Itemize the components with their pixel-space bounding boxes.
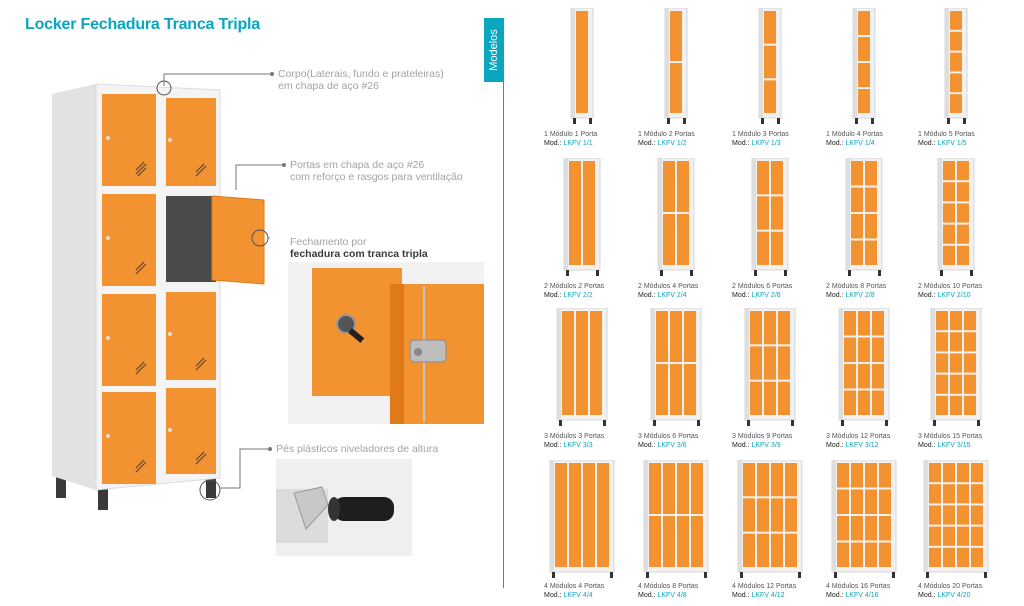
model-caption (544, 582, 604, 600)
model-name: 2 Módulos 4 Portas (638, 283, 699, 290)
model-locker-image (922, 460, 992, 578)
model-locker-image (851, 8, 879, 124)
model-item (630, 8, 724, 124)
model-item (910, 158, 1004, 276)
model-caption (638, 432, 698, 450)
model-name: 1 Módulo 2 Portas (638, 131, 695, 138)
model-code-line (638, 591, 698, 600)
model-code-line (638, 291, 698, 300)
model-code-line (918, 139, 975, 148)
model-code-line (544, 139, 597, 148)
model-code-label: Mod.: (826, 442, 844, 449)
feet-callout: Pés plásticos niveladores de altura (276, 443, 439, 455)
model-code-line (826, 139, 883, 148)
model-code-label: Mod.: (826, 592, 844, 599)
model-code: LKFV 3/6 (657, 442, 687, 449)
model-caption (918, 432, 982, 450)
model-code-line (544, 291, 604, 300)
model-name: 4 Módulos 4 Portas (544, 583, 605, 590)
model-code-line (544, 591, 604, 600)
model-caption (732, 282, 792, 300)
model-locker-image (656, 158, 698, 276)
model-code: LKFV 2/6 (751, 292, 781, 299)
model-name: 1 Módulo 5 Portas (918, 131, 975, 138)
model-code-line (638, 139, 695, 148)
model-locker-image (757, 8, 785, 124)
model-code-label: Mod.: (826, 140, 844, 147)
model-code: LKFV 1/3 (751, 140, 781, 147)
model-code: LKFV 1/4 (845, 140, 875, 147)
model-code-line (732, 139, 789, 148)
model-locker-image (555, 308, 611, 426)
model-code-line (826, 291, 886, 300)
model-item (818, 308, 912, 426)
model-code-label: Mod.: (544, 592, 562, 599)
model-code: LKFV 1/2 (657, 140, 687, 147)
model-code-label: Mod.: (918, 292, 936, 299)
model-name: 4 Módulos 12 Portas (732, 583, 797, 590)
models-side-tab: Modelos (484, 18, 504, 82)
model-locker-image (929, 308, 985, 426)
model-code: LKFV 4/4 (563, 592, 593, 599)
model-item (630, 308, 724, 426)
model-code-line (638, 441, 698, 450)
model-locker-image (943, 8, 971, 124)
model-item (818, 8, 912, 124)
model-name: 3 Módulos 15 Portas (918, 433, 983, 440)
section-divider (503, 20, 504, 588)
model-code-label: Mod.: (638, 292, 656, 299)
model-code-label: Mod.: (732, 140, 750, 147)
model-caption (732, 432, 792, 450)
model-code-label: Mod.: (638, 442, 656, 449)
model-locker-image (562, 158, 604, 276)
model-code: LKFV 1/1 (563, 140, 593, 147)
model-caption (826, 282, 886, 300)
model-locker-image (830, 460, 900, 578)
model-caption (826, 130, 883, 148)
model-caption (826, 432, 890, 450)
model-item (724, 8, 818, 124)
model-code-label: Mod.: (918, 442, 936, 449)
model-item (536, 8, 630, 124)
model-locker-image (844, 158, 886, 276)
model-caption (544, 432, 604, 450)
model-code: LKFV 2/8 (845, 292, 875, 299)
model-locker-image (569, 8, 597, 124)
model-code: LKFV 3/15 (937, 442, 971, 449)
model-locker-image (837, 308, 893, 426)
lock-callout: Fechamento por fechadura com tranca tripla (290, 236, 428, 260)
model-code: LKFV 3/12 (845, 442, 879, 449)
model-caption (638, 130, 695, 148)
model-item (910, 460, 1004, 578)
model-locker-image (750, 158, 792, 276)
model-caption (638, 582, 698, 600)
model-name: 3 Módulos 3 Portas (544, 433, 605, 440)
model-code: LKFV 4/20 (937, 592, 971, 599)
model-locker-image (663, 8, 691, 124)
model-name: 2 Módulos 10 Portas (918, 283, 983, 290)
model-code: LKFV 4/8 (657, 592, 687, 599)
model-locker-image (548, 460, 618, 578)
model-name: 2 Módulos 2 Portas (544, 283, 605, 290)
model-code-label: Mod.: (638, 592, 656, 599)
lock-detail-photo (288, 262, 484, 424)
model-code-line (918, 441, 982, 450)
model-caption (918, 582, 982, 600)
model-code-label: Mod.: (732, 292, 750, 299)
model-code-label: Mod.: (544, 442, 562, 449)
feet-detail-photo (276, 459, 412, 556)
model-caption (918, 282, 982, 300)
model-code-line (826, 441, 890, 450)
model-code-label: Mod.: (732, 442, 750, 449)
model-code-label: Mod.: (918, 140, 936, 147)
model-code: LKFV 2/10 (937, 292, 971, 299)
model-item (536, 308, 630, 426)
model-name: 3 Módulos 9 Portas (732, 433, 793, 440)
model-code-label: Mod.: (544, 292, 562, 299)
model-name: 4 Módulos 20 Portas (918, 583, 983, 590)
model-code-label: Mod.: (732, 592, 750, 599)
model-code-line (826, 591, 890, 600)
model-code: LKFV 3/3 (563, 442, 593, 449)
models-grid (520, 0, 1024, 606)
model-code: LKFV 2/2 (563, 292, 593, 299)
model-name: 3 Módulos 12 Portas (826, 433, 891, 440)
model-code-line (544, 441, 604, 450)
page-title: Locker Fechadura Tranca Tripla (25, 16, 260, 33)
model-item (724, 460, 818, 578)
model-code: LKFV 1/5 (937, 140, 967, 147)
model-item (630, 158, 724, 276)
model-caption (544, 282, 604, 300)
model-caption (732, 582, 796, 600)
model-code-label: Mod.: (918, 592, 936, 599)
model-locker-image (936, 158, 978, 276)
model-name: 4 Módulos 8 Portas (638, 583, 699, 590)
model-item (536, 158, 630, 276)
model-name: 3 Módulos 6 Portas (638, 433, 699, 440)
model-code-line (918, 591, 982, 600)
model-caption (918, 130, 975, 148)
model-item (818, 158, 912, 276)
model-item (724, 308, 818, 426)
model-code-line (918, 291, 982, 300)
model-item (910, 8, 1004, 124)
model-name: 4 Módulos 16 Portas (826, 583, 891, 590)
model-name: 2 Módulos 6 Portas (732, 283, 793, 290)
model-item (724, 158, 818, 276)
model-name: 2 Módulos 8 Portas (826, 283, 887, 290)
model-locker-image (743, 308, 799, 426)
model-code-line (732, 591, 796, 600)
model-code-line (732, 291, 792, 300)
body-callout: Corpo(Laterais, fundo e prateleiras) em chapa de aço #26 (278, 68, 444, 92)
model-code: LKFV 2/4 (657, 292, 687, 299)
model-code-label: Mod.: (544, 140, 562, 147)
model-code: LKFV 3/9 (751, 442, 781, 449)
model-code-label: Mod.: (826, 292, 844, 299)
model-locker-image (642, 460, 712, 578)
model-name: 1 Módulo 4 Portas (826, 131, 883, 138)
doors-callout: Portas em chapa de aço #26 com reforço e rasgos para ventilação (290, 159, 463, 183)
model-code: LKFV 4/16 (845, 592, 879, 599)
model-item (818, 460, 912, 578)
model-code-line (732, 441, 792, 450)
model-caption (826, 582, 890, 600)
model-caption (638, 282, 698, 300)
model-name: 1 Módulo 1 Porta (544, 131, 598, 138)
model-caption (732, 130, 789, 148)
model-locker-image (736, 460, 806, 578)
model-item (910, 308, 1004, 426)
model-item (630, 460, 724, 578)
model-name: 1 Módulo 3 Portas (732, 131, 789, 138)
model-locker-image (649, 308, 705, 426)
model-code-label: Mod.: (638, 140, 656, 147)
model-code: LKFV 4/12 (751, 592, 785, 599)
model-item (536, 460, 630, 578)
model-caption (544, 130, 597, 148)
